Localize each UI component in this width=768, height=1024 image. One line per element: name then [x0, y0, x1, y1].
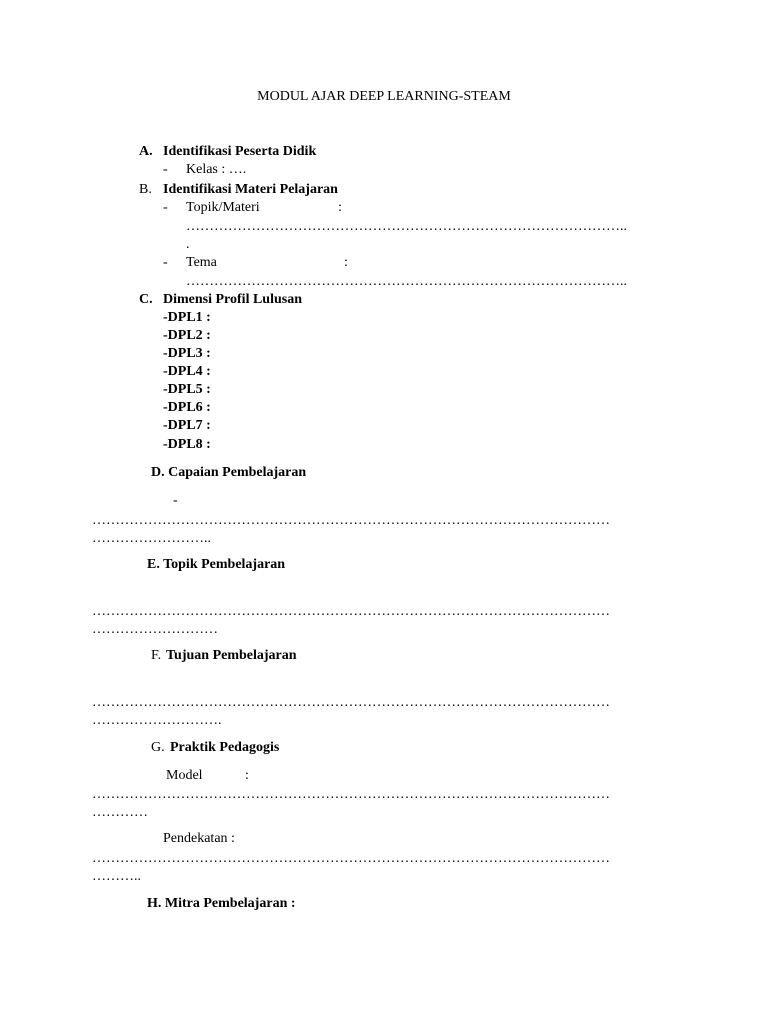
- section-a-heading: Identifikasi Peserta Didik: [163, 144, 317, 159]
- dpl-item: -DPL7 :: [163, 418, 211, 433]
- topik-dots-continued: .: [186, 237, 190, 252]
- topik-dots: …………………………………………………………………………………..: [186, 219, 627, 234]
- section-e-line-1: …………………………………………………………………………………………………: [92, 604, 610, 619]
- tema-label: Tema: [186, 255, 217, 270]
- section-c-letter: C.: [139, 292, 153, 307]
- pendekatan-line-2: ………..: [92, 869, 141, 884]
- tema-dash: -: [163, 255, 168, 270]
- document-title: MODUL AJAR DEEP LEARNING-STEAM: [257, 89, 511, 104]
- section-g-letter: G.: [151, 740, 165, 755]
- pendekatan-label: Pendekatan :: [163, 831, 235, 846]
- section-f-letter: F.: [151, 648, 162, 663]
- model-line-2: …………: [92, 805, 148, 820]
- kelas-line: Kelas : ….: [186, 162, 247, 177]
- section-d-dash: -: [173, 493, 178, 508]
- pendekatan-line-1: …………………………………………………………………………………………………: [92, 851, 610, 866]
- dpl-item: -DPL2 :: [163, 328, 211, 343]
- section-g-heading: Praktik Pedagogis: [170, 740, 280, 755]
- topik-dash: -: [163, 200, 168, 215]
- kelas-dash: -: [163, 162, 168, 177]
- tema-colon: :: [344, 255, 348, 270]
- section-a-letter: A.: [139, 144, 153, 159]
- section-f-heading: Tujuan Pembelajaran: [166, 648, 297, 663]
- section-b-heading: Identifikasi Materi Pelajaran: [163, 182, 338, 197]
- section-b-letter: B.: [139, 182, 152, 197]
- section-e-heading: E. Topik Pembelajaran: [147, 557, 286, 572]
- section-d-heading: D. Capaian Pembelajaran: [151, 465, 307, 480]
- topik-colon: :: [338, 200, 342, 215]
- section-e-line-2: ………………………: [92, 622, 218, 637]
- tema-dots: …………………………………………………………………………………..: [186, 274, 627, 289]
- dpl-item: -DPL3 :: [163, 346, 211, 361]
- dpl-item: -DPL8 :: [163, 437, 211, 452]
- section-d-line-2: ……………………..: [92, 531, 211, 546]
- dpl-item: -DPL4 :: [163, 364, 211, 379]
- model-line-1: …………………………………………………………………………………………………: [92, 787, 610, 802]
- model-label: Model: [166, 768, 203, 783]
- section-f-line-2: ……………………….: [92, 713, 222, 728]
- topik-label: Topik/Materi: [186, 200, 260, 215]
- section-h-heading: H. Mitra Pembelajaran :: [147, 896, 296, 911]
- model-colon: :: [245, 768, 249, 783]
- dpl-item: -DPL5 :: [163, 382, 211, 397]
- section-f-line-1: …………………………………………………………………………………………………: [92, 695, 610, 710]
- section-d-line-1: …………………………………………………………………………………………………: [92, 513, 610, 528]
- dpl-item: -DPL1 :: [163, 310, 211, 325]
- section-c-heading: Dimensi Profil Lulusan: [163, 292, 302, 307]
- dpl-item: -DPL6 :: [163, 400, 211, 415]
